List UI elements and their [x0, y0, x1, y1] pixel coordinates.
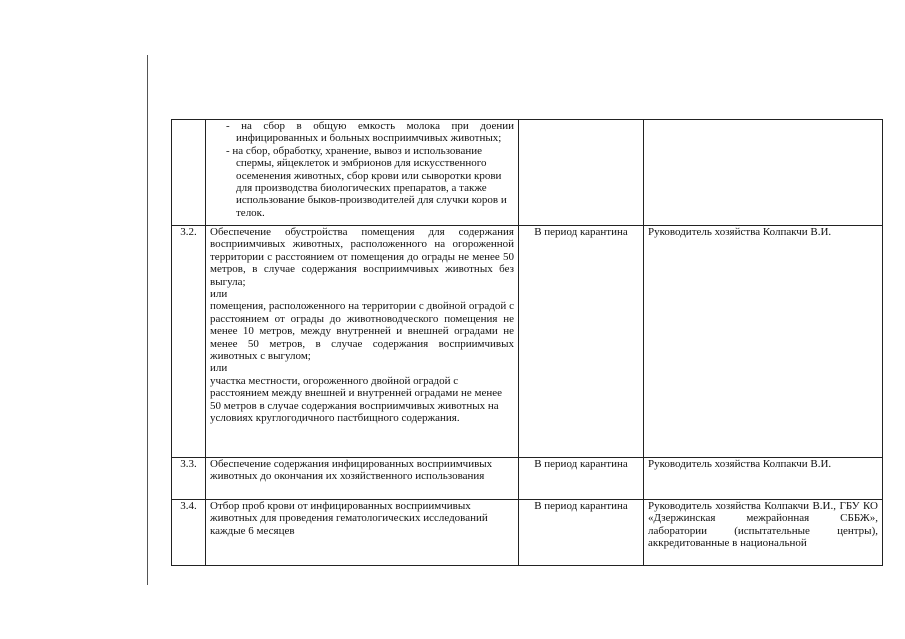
measure-text: [206, 226, 519, 458]
measure-text: [206, 120, 519, 226]
page-margin-line: [147, 55, 148, 585]
row-number: 3.2.: [172, 226, 206, 458]
responsible-cell: [644, 120, 883, 226]
measure-paragraph: Обеспечение обустройства помещения для содержания восприимчивых животных, расположенного на огороженной территории с расстоянием от помещения до ограды не менее 50 метров, в случае содержания восприимчивых животных без выгула;: [210, 226, 514, 288]
table-row: [172, 226, 883, 458]
responsible-cell: Руководитель хозяйства Колпакчи В.И.: [644, 458, 883, 500]
measure-paragraph: участка местности, огороженного двойной оградой с расстоянием между внешней и внутренней оградами не менее 50 метров в случае содержания восприимчивых животных на условиях круглогодичного пастбищного содержания.: [210, 374, 502, 425]
measure-text: [206, 500, 519, 566]
term-cell: В период карантина: [519, 500, 644, 566]
measures-table: [171, 119, 883, 566]
row-number: 3.3.: [172, 458, 206, 500]
table-row: [172, 500, 883, 566]
measure-paragraph: помещения, расположенного на территории с двойной оградой с расстоянием от ограды до животноводческого помещения не менее 10 метров, между внутренней и внешней оградами не менее 50 метров, в случае содержания восприимчивых животных с выгулом;: [210, 300, 514, 363]
term-cell: В период карантина: [519, 226, 644, 458]
responsible-cell: Руководитель хозяйства Колпакчи В.И., ГБУ КО «Дзержинская межрайонная СББЖ», лаборатории (испытательные центры), аккредитованные в национальной: [644, 500, 883, 566]
measure-paragraph: или: [210, 288, 228, 301]
term-cell: В период карантина: [519, 458, 644, 500]
table-row: [172, 120, 883, 226]
measure-paragraph: Обеспечение содержания инфицированных восприимчивых животных до окончания их хозяйственного использования: [210, 458, 493, 483]
measure-paragraph: или: [210, 362, 228, 375]
row-number: 3.4.: [172, 500, 206, 566]
measure-paragraph: - на сбор в общую емкость молока при доении инфицированных и больных восприимчивых животных;: [226, 120, 514, 145]
responsible-cell: Руководитель хозяйства Колпакчи В.И.: [644, 226, 883, 458]
measure-text: [206, 458, 519, 500]
term-cell: [519, 120, 644, 226]
table-row: [172, 458, 883, 500]
measure-paragraph: Отбор проб крови от инфицированных восприимчивых животных для проведения гематологических исследований каждые 6 месяцев: [210, 500, 488, 537]
measure-paragraph: - на сбор, обработку, хранение, вывоз и использование спермы, яйцеклеток и эмбрионов для искусственного осеменения животных, сбор крови или сыворотки крови для производства биологических препаратов, а также использование быков-производителей для случки коров и телок.: [226, 144, 507, 219]
row-number: [172, 120, 206, 226]
